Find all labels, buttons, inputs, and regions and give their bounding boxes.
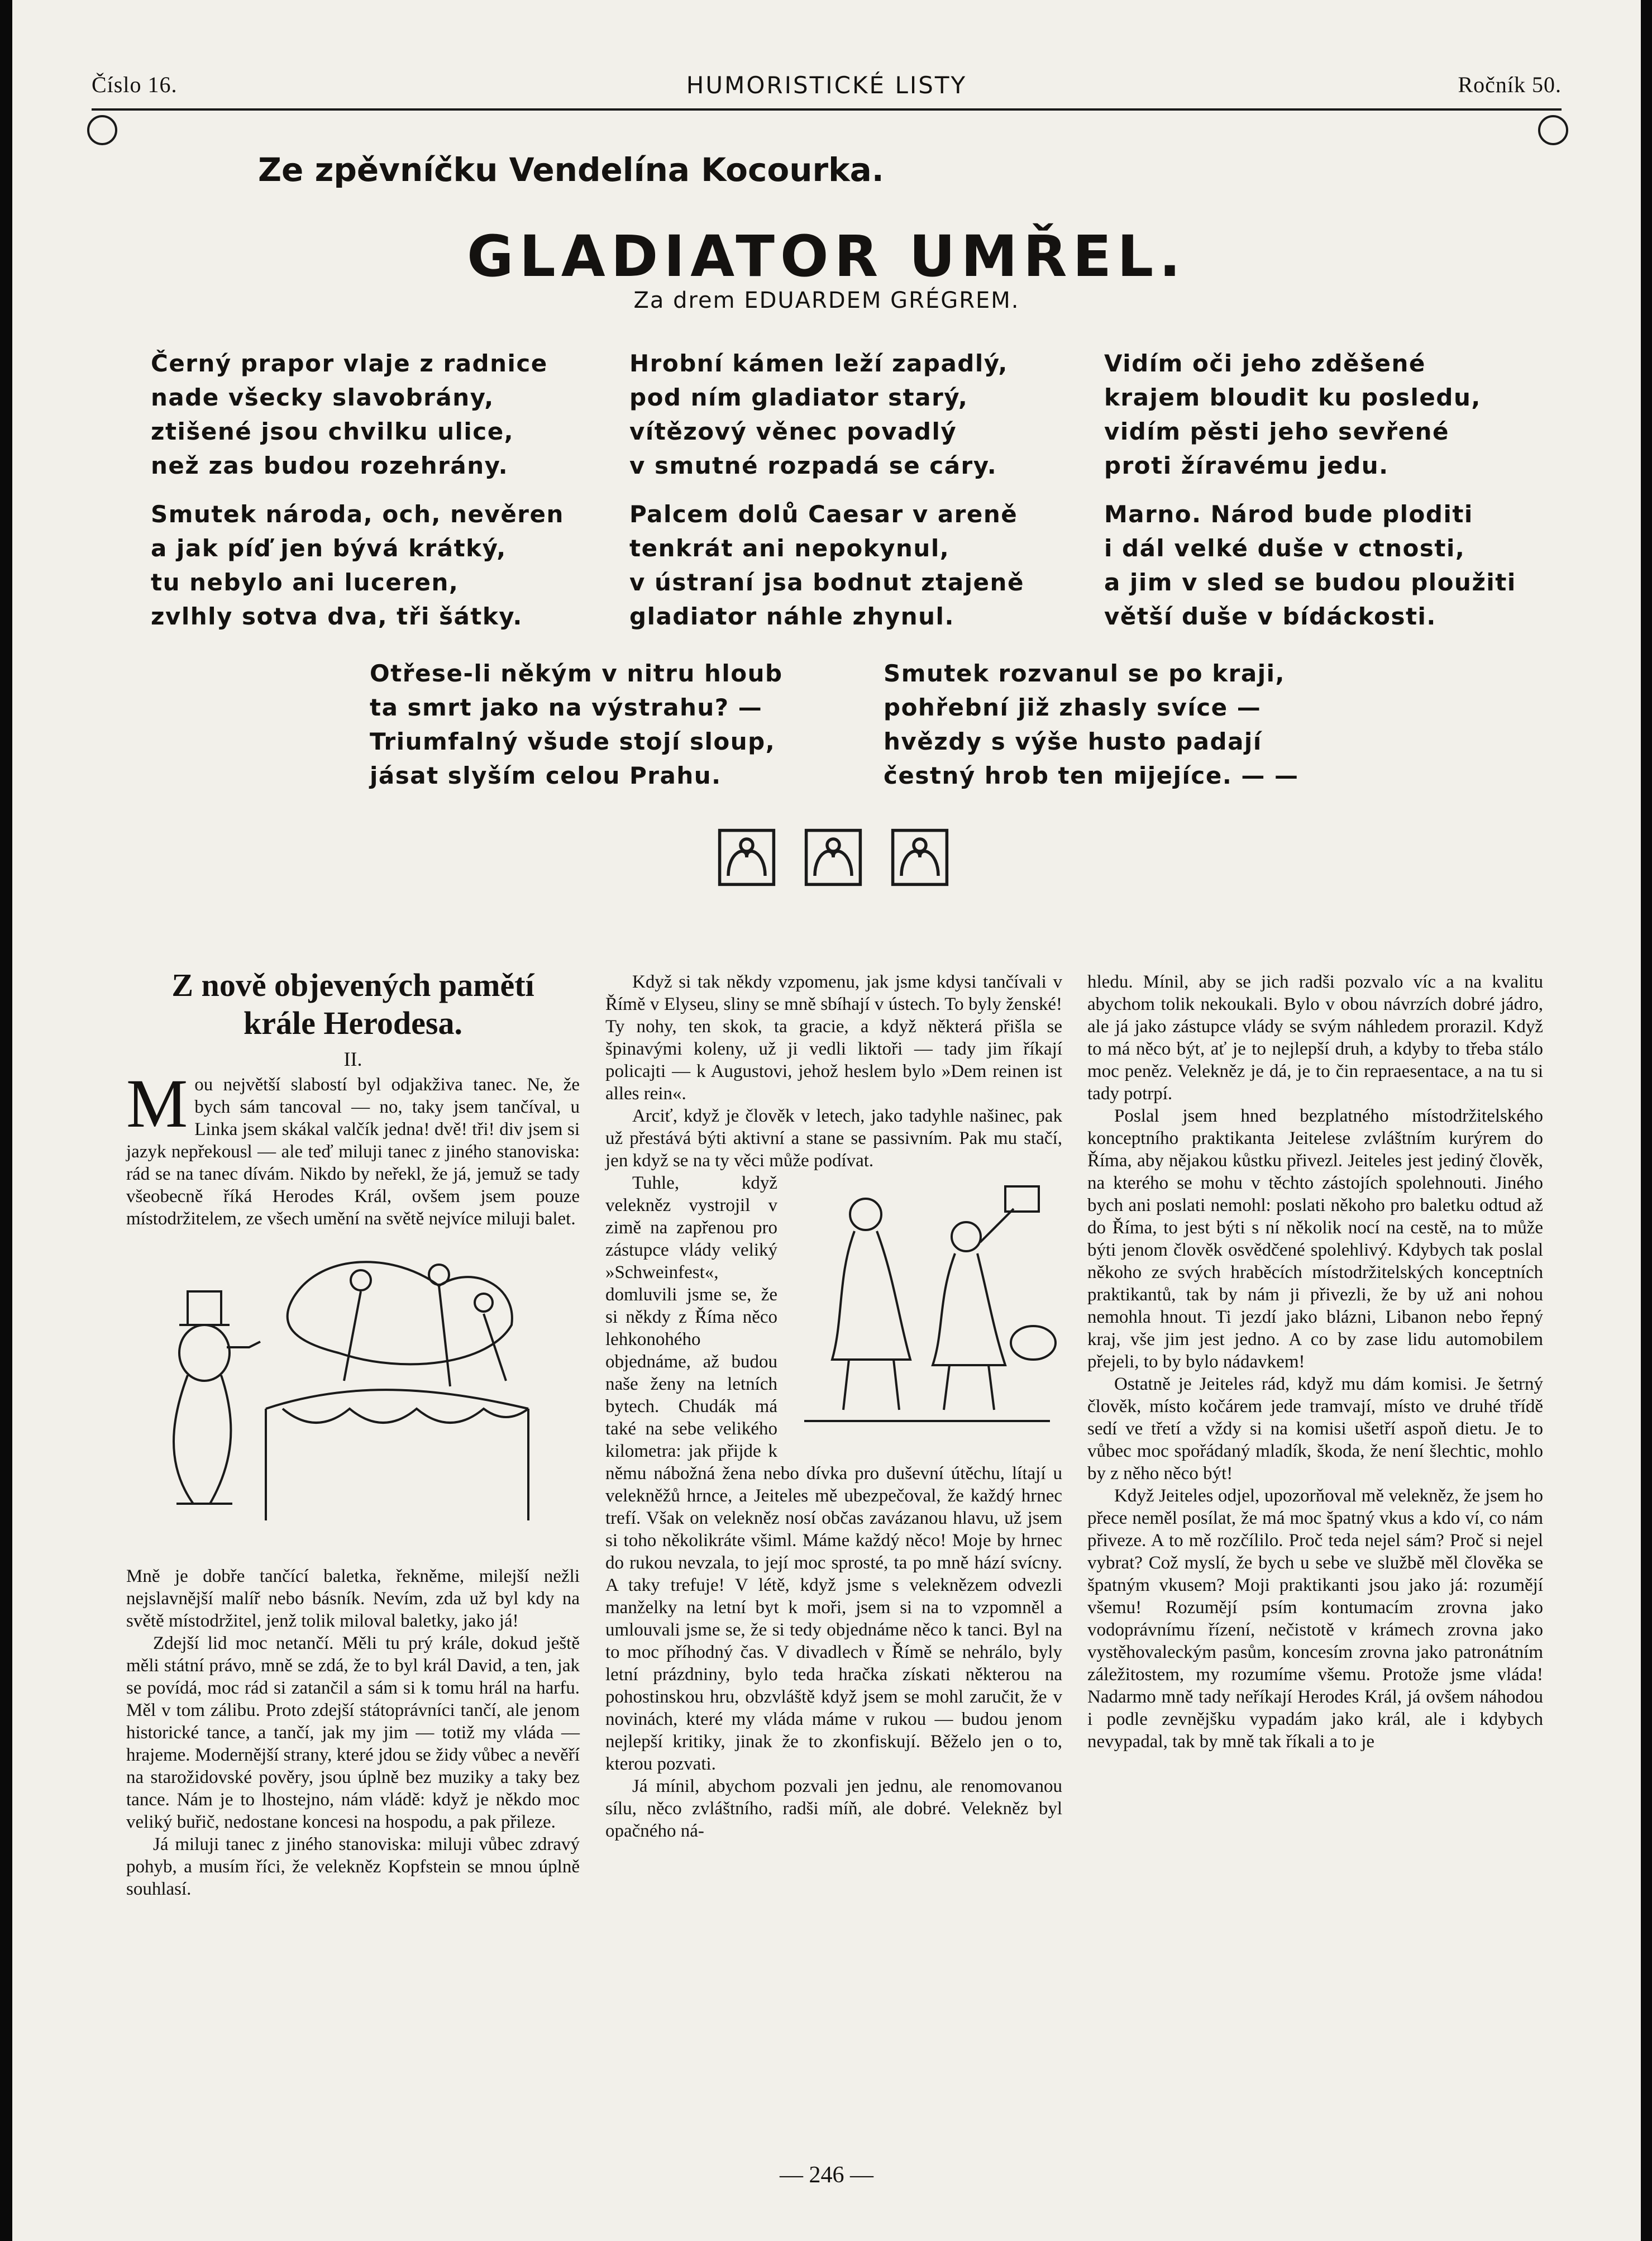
article-column-2: [605, 971, 1062, 1842]
poem-stanza: Palcem dolů Caesar v areně tenkrát ani nepokynul, v ústraní jsa bodnut ztajeně gladiator náhle zhynul.: [629, 500, 1024, 630]
article-paragraph: Mně je dobře tančící baletka, řekněme, milejší nežli nejslavnější malíř nebo básník. Nevím, zda už byl kdy na světě místodržitel, jenž tolik miloval baletky, jako já!: [126, 1566, 580, 1631]
poem-stanza: Marno. Národ bude ploditi i dál velké duše v ctnosti, a jim v sled se budou ploužiti větší duše v bídáckosti.: [1104, 500, 1516, 630]
poem-title: GLADIATOR UMŘEL.: [467, 223, 1186, 290]
spiral-ornament-icon: [87, 115, 117, 145]
ballet-spectator-illustration: [126, 1241, 580, 1554]
poem-subtitle: Ze zpěvníčku Vendelína Kocourka.: [258, 151, 884, 189]
poem-stanza: Černý prapor vlaje z radnice nade všecky slavobrány, ztišené jsou chvilku ulice, než zas budou rozehrány.: [151, 350, 548, 479]
poem-byline: Za drem EDUARDEM GRÉGREM.: [633, 288, 1020, 313]
article-paragraph: Já miluji tanec z jiného stanoviska: miluji vůbec zdravý pohyb, a musím říci, že velekněz Kopfstein se mnou úplně souhlasí.: [126, 1834, 580, 1899]
fleuron-divider: [716, 827, 951, 888]
article-paragraph: Arciť, když je člověk v letech, jako tadyhle našinec, pak už přestává býti aktivní a stane se passivním. Pak mu stačí, jen když se na ty věci může podívat.: [605, 1106, 1062, 1171]
magazine-title: HUMORISTICKÉ LISTY: [686, 71, 967, 99]
article-paragraph: Mou největší slabostí byl odjakživa tanec. Ne, že bych sám tancoval — no, taky jsem tančíval, u Linka jsem skákal valčík jedna! dvě! tři! div jsem si jazyk nepřekousl — ale teď miluji tanec z jiného stanoviska: rád se na tanec dívám. Nikdo by neřekl, že já, jemuž se tady všeobecně říká Herodes Král, ovšem jsem pouze místodržitelem, ze všech umění na světě nejvíce miluji balet.: [126, 1065, 580, 1229]
poem-stanza: Vidím oči jeho zděšené krajem bloudit ku posledu, vidím pěsti jeho sevřené proti žíravému jedu.: [1104, 350, 1481, 479]
issue-number: Číslo 16.: [92, 72, 178, 97]
fleuron-icon: [889, 827, 951, 888]
page-number: — 246 —: [780, 2162, 873, 2188]
article-paragraph: hledu. Mínil, aby se jich radši pozvalo víc a na kvalitu abychom tolik nekoukali. Bylo v obou návrzích dobré jádro, ale já jako zástupce vlády se svým náhledem prorazil. Když to má něco být, ať je to nejlepší druh, a kdyby to třeba stálo moc peněz. Velekněz je dá, je to čin repraesentace, a na tu si tady potrpí.: [1087, 972, 1543, 1104]
dancers-with-top-hat-illustration: [782, 1175, 1067, 1443]
article-paragraph: Tuhle, když velekněz vystrojil v zimě na zapřenou pro zástupce vlády veliký »Schweinfest«, domluvili jsme se, že si někdy z Říma něco lehkonohého objednáme, až budou naše ženy na letních bytech. Chudák má také na sebe velikého kilometra: jak přijde k němu nábožná žena nebo dívka pro duševní útěchu, lítají u velekněžů hrnce, a Jeiteles mě ubezpečoval, že každý hrnec trefí. Však on velekněz nosí občas zavázanou hlavu, už jsem si toho několikráte všiml. Máme každý něco! Moje by hrnec do rukou nevzala, to její moc sprosté, ta po mně hází svícny. A taky trefuje! V létě, když jsme s veleknězem odvezli manželky na letní byt k moři, jsem si na to vzpomněl a umlouvali jsme se, že si tedy objednáme něco k tanci. Byl na to moc příhodný čas. V divadlech v Římě se nehrálo, byly letní prázdniny, bylo teda hračka získati některou na pohostinskou hru, obzvláště když jsem se mohl zaručit, že v novinách, které my vláda máme v rukou — budou jenom nejlepší kritiky, jinak že to zkonfiskují. Běželo jen o to, kterou pozvati.: [605, 1172, 1062, 1775]
poem-stanza: Smutek rozvanul se po kraji, pohřební již zhasly svíce — hvězdy s výše husto padají čestný hrob ten mijejíce. — —: [884, 660, 1299, 789]
poem-stanza: Hrobní kámen leží zapadlý, pod ním gladiator starý, vítězový věnec povadlý v smutné rozpadá se cáry.: [629, 350, 1008, 479]
fleuron-icon: [716, 827, 777, 888]
article-paragraph: Když Jeiteles odjel, upozorňoval mě velekněz, že jsem ho přece neměl posílat, že má moc špatný vkus a kdo ví, co nám přiveze. A to mě rozčílilo. Proč teda nejel sám? Proč si nejel vybrat? Což myslí, že bych u sebe ve službě měl člověka se špatným vkusem? Moji praktikanti jsou jako já: rozumějí všemu! Rozumějí psím kontumacím zrovna jako vodoprávnímu řízení, nečistotě v krámech zrovna jako vystěhovaleckým pasům, koncesím zrovna jako patronátním záležitostem, my rozumíme všemu. Protože jsme vláda! Nadarmo mně tady neříkají Herodes Král, já ovšem náhodou i podle zevnějšku vypadám jako král, ale i kdybych nevypadal, tak by mně tak říkali a to je: [1087, 1486, 1543, 1752]
magazine-page: [12, 0, 1641, 2241]
article-paragraph: Zdejší lid moc netančí. Měli tu prý krále, dokud ještě měli státní právo, mně se zdá, že to byl král David, a ten, jak se povídá, moc rád si zatančil a sám si k tomu hrál na harfu. Měl v tom zálibu. Proto zdejší státoprávníci tančí, ale jenom historické tance, a tančí, jak my jim — totiž my vláda — hrajeme. Modernější strany, které jdou se židy vůbec a nevěří na starožidovské pověry, jsou úplně bez muziky a taky bez tance. Nám je to lhostejno, nám vládě: když je někdo moc veliký buřič, nedostane koncesi na hospodu, a pak přileze.: [126, 1633, 580, 1832]
spiral-ornament-icon: [1538, 115, 1568, 145]
article-paragraph: Poslal jsem hned bezplatného místodržitelského konceptního praktikanta Jeitelese zvláštním kurýrem do Říma, aby nějakou kůstku přivezl. Jeiteles jest jediný člověk, na kterého se mohu v těchto zástojích spolehnouti. Jiného bych ani poslati nemohl: poslati někoho pro baletku odtud až do Říma, to jest býti s ní několik nocí na cestě, na to může býti jenom člověk osvědčené spolehlivý. Kdybych tak poslal někoho ze svých hraběcích místodržitelských konceptních praktikantů, tak by nám ji přivezli, že by už ani nohou nemohla hnout. Ti jezdí jako blázni, Libanon nebo řepný kraj, vše jim jest jedno. A co by zase lidu automobilem přejeli, to by bylo nádavkem!: [1087, 1106, 1543, 1372]
article-paragraph: Když si tak někdy vzpomenu, jak jsme kdysi tančívali v Římě v Elyseu, sliny se mně sbíhají v ústech. To byly ženské! Ty nohy, ten skok, ta gracie, a když některá přišla se špinavými koleny, už ji vedli liktoři — tady jim říkají policajti — k Augustovi, jehož heslem bylo »Dem reinen ist alles rein«.: [605, 972, 1062, 1104]
poem-stanza: Otřese-li někým v nitru hloub ta smrt jako na výstrahu? — Triumfalný všude stojí sloup, jásat slyším celou Prahu.: [370, 660, 783, 789]
drop-cap: M: [126, 1065, 188, 1142]
fleuron-icon: [803, 827, 864, 888]
header-rule: [92, 108, 1562, 111]
article-paragraph: Ostatně je Jeiteles rád, když mu dám komisi. Je šetrný člověk, místo kočárem jede tramvají, místo ve druhé třídě sedí ve třetí a vždy si na komisi ušetří aspoň dietu. Je to vůbec moc spořádaný mladík, škoda, že není šlechtic, mohlo by z něho něco být!: [1087, 1374, 1543, 1484]
article-column-3: [1087, 971, 1543, 1753]
article-title: Z nově objevených pamětí krále Herodesa.: [171, 967, 534, 1041]
article-column-1: [126, 966, 580, 1900]
article-part-number: II.: [343, 1048, 362, 1070]
volume-number: Ročník 50.: [1458, 72, 1562, 97]
poem-stanza: Smutek národa, och, nevěren a jak píď jen bývá krátký, tu nebylo ani luceren, zvlhly sotva dva, tři šátky.: [151, 500, 564, 630]
article-paragraph: Já mínil, abychom pozvali jen jednu, ale renomovanou sílu, něco zvláštního, radši míň, ale dobré. Velekněz byl opačného ná-: [605, 1776, 1062, 1841]
